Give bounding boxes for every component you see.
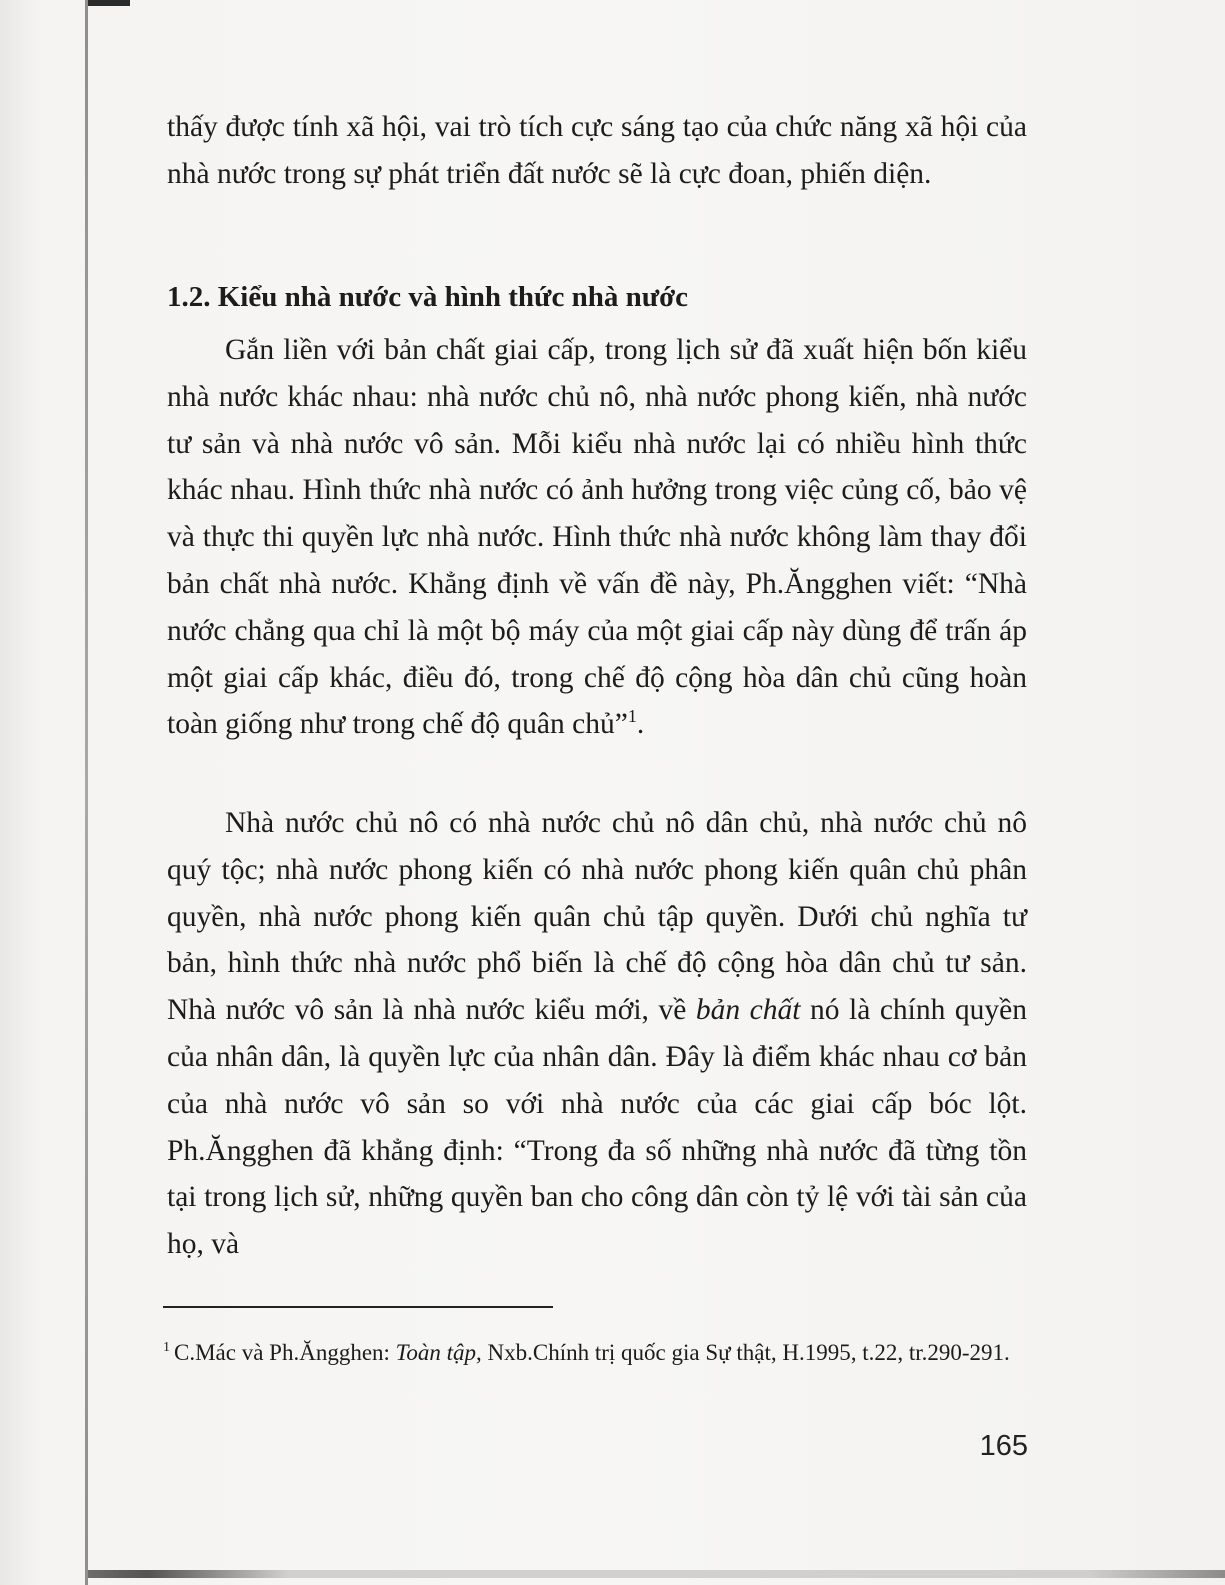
- footnote-title: Toàn tập: [395, 1340, 476, 1365]
- paragraph-part-a: Nhà nước chủ nô có nhà nước chủ nô dân chủ, nhà nước chủ nô quý tộc; nhà nước phong kiến có nhà nước phong kiến quân chủ phân quyền, nhà nước phong kiến quân chủ tập quyền. Dưới chủ nghĩa tư bản, hình thức nhà nước phổ biến là chế độ cộng hòa dân chủ tư sản. Nhà nước vô sản là nhà nước kiểu mới, về: [167, 807, 1027, 1027]
- footnote-authors: C.Mác và Ph.Ăngghen:: [174, 1340, 396, 1365]
- section-heading: 1.2. Kiểu nhà nước và hình thức nhà nước: [167, 281, 689, 313]
- paragraph-body: Gắn liền với bản chất giai cấp, trong lịch sử đã xuất hiện bốn kiểu nhà nước khác nhau: nhà nước chủ nô, nhà nước phong kiến, nhà nước tư sản và nhà nước vô sản. Mỗi kiểu nhà nước lại có nhiều hình thức khác nhau. Hình thức nhà nước có ảnh hưởng trong việc củng cố, bảo vệ và thực thi quyền lực nhà nước. Hình thức nhà nước không làm thay đổi bản chất nhà nước. Khẳng định về vấn đề này, Ph.Ăngghen viết: “Nhà nước chẳng qua chỉ là một bộ máy của một giai cấp này dùng để trấn áp một giai cấp khác, điều đó, trong chế độ cộng hòa dân chủ cũng hoàn toàn giống như trong chế độ quân chủ”: [167, 334, 1027, 741]
- paragraph-part-b: nó là chính quyền của nhân dân, là quyền lực của nhân dân. Đây là điểm khác nhau cơ bản của nhà nước vô sản so với nhà nước của các giai cấp bóc lột. Ph.Ăngghen đã khẳng định: “Trong đa số những nhà nước đã từng tồn tại trong lịch sử, những quyền ban cho công dân còn tỷ lệ với tài sản của họ, và: [167, 994, 1027, 1261]
- page-number: 165: [979, 1430, 1028, 1462]
- paragraph-state-types: [167, 327, 1027, 748]
- footnote-reference[interactable]: 1: [627, 706, 637, 727]
- footnote-citation: , Nxb.Chính trị quốc gia Sự thật, H.1995, t.22, tr.290-291.: [476, 1340, 1010, 1365]
- page-left-edge: [85, 0, 88, 1585]
- italic-term: bản chất: [695, 994, 801, 1027]
- paragraph-text: [167, 800, 1027, 1268]
- paragraph-continuation: [167, 104, 1027, 198]
- footnote-number: 1: [163, 1340, 170, 1356]
- footnote-divider: [163, 1306, 553, 1308]
- paragraph-text: thấy được tính xã hội, vai trò tích cực sáng tạo của chức năng xã hội của nhà nước trong sự phát triển đất nước sẽ là cực đoan, phiến diện.: [167, 111, 1027, 190]
- paragraph-text: [167, 327, 1027, 748]
- paragraph-state-forms: [167, 800, 1027, 1268]
- paragraph-tail: .: [636, 708, 645, 741]
- footnote: [163, 1335, 1033, 1370]
- corner-mark: [88, 0, 130, 6]
- page-bottom-edge: [88, 1570, 1225, 1578]
